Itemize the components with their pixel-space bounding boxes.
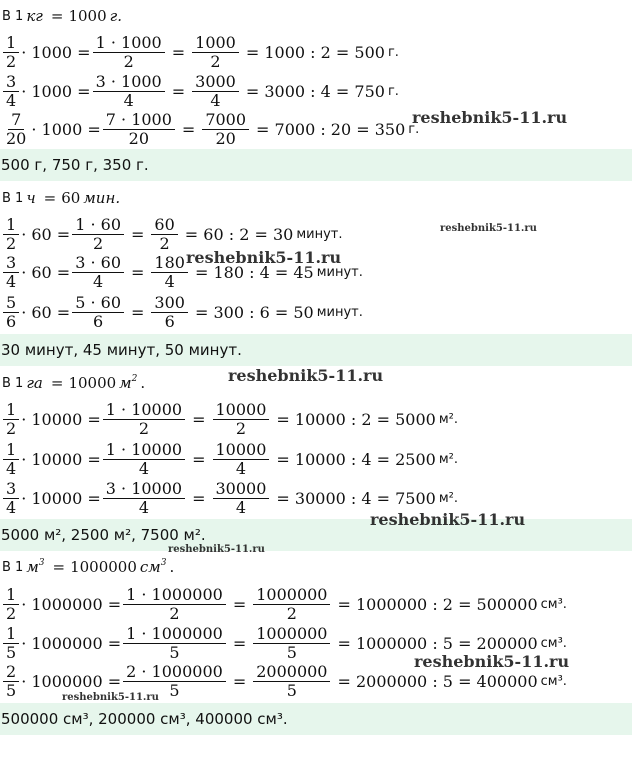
fraction: $\frac{1}{2}$ [3,587,19,622]
unit-value: 1000 [68,7,107,25]
equation-row: $\frac{5}{6}$ · 60 = $\frac{5 \cdot 60}{6}$ = $\frac{300}{6}$ = 300 : 6 = 50 минут. [0,293,632,331]
unit: г. [387,83,399,99]
watermark: reshebnik5-11.ru [370,510,526,529]
watermark: reshebnik5-11.ru [228,366,384,385]
equation-row: $\frac{1}{5}$ · 1000000 = $\frac{1 \cdot 1000000}{5}$ = $\frac{1000000}{5}$ = 1000000 : 5 = 200000 см³. [0,624,632,662]
equation-row: $\frac{3}{4}$ · 1000 = $\frac{3 \cdot 1000}{4}$ = $\frac{3000}{4}$ = 3000 : 4 = 750 г. [0,72,632,110]
fraction: $\frac{3 \cdot 10000}{4}$ [103,481,185,516]
equals-sign: = [43,189,57,207]
fraction: $\frac{1 \cdot 10000}{4}$ [103,442,185,477]
fraction: $\frac{10000}{2}$ [213,402,270,437]
equals-sign: = [50,374,64,392]
fraction: $\frac{1 \cdot 1000000}{2}$ [123,587,226,622]
unit: см³. [540,635,567,651]
watermark: reshebnik5-11.ru [414,652,570,671]
watermark: reshebnik5-11.ru [62,692,159,703]
factor: · 1000000 = [21,671,122,691]
watermark: reshebnik5-11.ru [186,248,342,267]
section-2-header [0,187,632,209]
header-prefix: В 1 [2,190,24,206]
equals-sign: = [52,558,66,576]
fraction: $\frac{5 \cdot 60}{6}$ [72,295,124,330]
fraction: $\frac{3 \cdot 1000}{4}$ [93,74,165,109]
answer-bar: 500000 см³, 200000 см³, 400000 см³. [0,703,632,735]
answer-bar: 5000 м², 2500 м², 7500 м². [0,519,632,551]
unit: г. [408,121,420,137]
unit: минут. [316,264,363,280]
factor: · 10000 = [21,409,101,429]
factor: · 1000 = [31,119,101,139]
unit-to: $см^3$ [139,558,167,576]
unit: минут. [316,304,363,320]
answer-bar: 500 г, 750 г, 350 г. [0,149,632,181]
answer-bar: 30 минут, 45 минут, 50 минут. [0,334,632,366]
fraction: $\frac{1}{2}$ [3,217,19,252]
header-prefix: В 1 [2,375,24,391]
unit: г. [387,44,399,60]
result: = 30000 : 4 = 7500 [276,488,436,508]
equals-sign: = [50,7,64,25]
fraction: $\frac{5}{6}$ [3,295,19,330]
unit: м². [438,451,458,467]
fraction: $\frac{10000}{4}$ [213,442,270,477]
section-1-header [0,5,632,27]
result: = 10000 : 4 = 2500 [276,449,436,469]
result: = 7000 : 20 = 350 [256,119,406,139]
result: = 2000000 : 5 = 400000 [337,671,538,691]
unit-to: г. [109,7,122,25]
fraction: $\frac{3}{4}$ [3,255,19,290]
fraction: $\frac{3}{4}$ [3,74,19,109]
unit-from: кг [26,7,43,25]
factor: · 60 = [21,262,71,282]
result: = 3000 : 4 = 750 [245,81,385,101]
fraction: $\frac{1}{5}$ [3,626,19,661]
unit: м². [438,490,458,506]
unit-to: $м^2$ [119,374,138,392]
fraction: $\frac{1000000}{2}$ [253,587,330,622]
fraction: $\frac{7000}{20}$ [202,112,249,147]
fraction: $\frac{1}{2}$ [3,402,19,437]
equation-row: $\frac{3}{4}$ · 10000 = $\frac{3 \cdot 10000}{4}$ = $\frac{30000}{4}$ = 30000 : 4 = 7500 м². [0,479,632,517]
equation-row: $\frac{2}{5}$ · 1000000 = $\frac{2 \cdot 1000000}{5}$ = $\frac{2000000}{5}$ = 2000000 : 5 = 400000 см³. [0,662,632,700]
unit-value: 60 [61,189,81,207]
header-prefix: В 1 [2,559,24,575]
factor: · 1000 = [21,81,91,101]
fraction: $\frac{3000}{4}$ [192,74,239,109]
unit: см³. [540,673,567,689]
section-4-header: В 1 $м^3$ = 1000000 $см^3$ . [2,558,175,576]
fraction: $\frac{1 \cdot 10000}{2}$ [103,402,185,437]
result: = 180 : 4 = 45 [194,262,314,282]
unit-from: га [26,374,43,392]
watermark: reshebnik5-11.ru [168,544,265,555]
fraction: $\frac{1 \cdot 60}{2}$ [72,217,124,252]
factor: · 1000000 = [21,594,122,614]
unit-value: 10000 [68,374,117,392]
factor: · 10000 = [21,449,101,469]
header-prefix: В 1 [2,8,24,24]
factor: · 60 = [21,224,71,244]
result: = 1000000 : 2 = 500000 [337,594,538,614]
result: = 1000000 : 5 = 200000 [337,633,538,653]
unit: минут. [296,226,343,242]
fraction: $\frac{1000000}{5}$ [253,626,330,661]
fraction: $\frac{1000}{2}$ [192,35,239,70]
equation-row: $\frac{3}{4}$ · 60 = $\frac{3 \cdot 60}{4}$ = $\frac{180}{4}$ = 180 : 4 = 45 минут. [0,253,632,291]
fraction: $\frac{30000}{4}$ [213,481,270,516]
fraction: $\frac{2000000}{5}$ [253,664,330,699]
equation-row: $\frac{1}{2}$ · 1000 = $\frac{1 \cdot 1000}{2}$ = $\frac{1000}{2}$ = 1000 : 2 = 500 г. [0,33,632,71]
fraction: $\frac{1}{4}$ [3,442,19,477]
unit: см³. [540,596,567,612]
factor: · 60 = [21,302,71,322]
result: = 60 : 2 = 30 [184,224,294,244]
result: = 1000 : 2 = 500 [245,42,385,62]
section-3-header: В 1 га = 10000 $м^2$ . [2,374,146,392]
fraction: $\frac{2}{5}$ [3,664,19,699]
fraction: $\frac{3 \cdot 60}{4}$ [72,255,124,290]
fraction: $\frac{1 \cdot 1000000}{5}$ [123,626,226,661]
watermark: reshebnik5-11.ru [440,223,537,234]
fraction: $\frac{60}{2}$ [151,217,177,252]
equation-row: $\frac{7}{20}$ · 1000 = $\frac{7 \cdot 1000}{20}$ = $\frac{7000}{20}$ = 7000 : 20 = 350 г. [0,110,632,148]
unit-to: мин. [83,189,121,207]
unit-from: $м^3$ [26,558,45,576]
result: = 10000 : 2 = 5000 [276,409,436,429]
result: = 300 : 6 = 50 [194,302,314,322]
factor: · 1000000 = [21,633,122,653]
fraction: $\frac{7 \cdot 1000}{20}$ [103,112,175,147]
fraction: $\frac{7}{20}$ [6,109,27,148]
unit-from: ч [26,189,36,207]
unit: м². [438,411,458,427]
equation-row: $\frac{1}{2}$ · 1000000 = $\frac{1 \cdot 1000000}{2}$ = $\frac{1000000}{2}$ = 1000000 : 2 = 500000 см³. [0,585,632,623]
fraction: $\frac{180}{4}$ [151,255,188,290]
fraction: $\frac{2 \cdot 1000000}{5}$ [123,664,226,699]
unit-value: 1000000 [70,558,137,576]
fraction: $\frac{1 \cdot 1000}{2}$ [93,35,165,70]
fraction: $\frac{3}{4}$ [3,481,19,516]
equation-row: $\frac{1}{4}$ · 10000 = $\frac{1 \cdot 10000}{4}$ = $\frac{10000}{4}$ = 10000 : 4 = 2500 м². [0,440,632,478]
factor: · 1000 = [21,42,91,62]
equation-row: $\frac{1}{2}$ · 60 = $\frac{1 \cdot 60}{2}$ = $\frac{60}{2}$ = 60 : 2 = 30 минут. [0,215,632,253]
watermark: reshebnik5-11.ru [412,108,568,127]
equation-row: $\frac{1}{2}$ · 10000 = $\frac{1 \cdot 10000}{2}$ = $\frac{10000}{2}$ = 10000 : 2 = 5000 м². [0,400,632,438]
fraction: $\frac{300}{6}$ [151,295,188,330]
factor: · 10000 = [21,488,101,508]
fraction: $\frac{1}{2}$ [3,35,19,70]
